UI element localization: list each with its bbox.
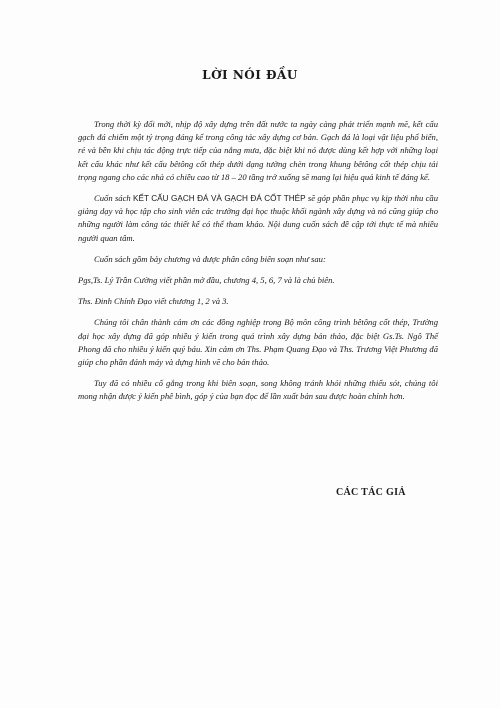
book-title: KẾT CẤU GẠCH ĐÁ VÀ GẠCH ĐÁ CỐT THÉP [133,194,306,204]
paragraph-closing: Tuy đã có nhiều cố gắng trong khi biên soạn, song không tránh khỏi những thiếu sót, chúng tôi mong nhận được ý kiến phê bình, góp ý của bạn đọc để lần xuất bản sau được hoàn chỉnh hơn. [78,378,438,402]
paragraph-thanks: Chúng tôi chân thành cảm ơn các đồng nghiệp trong Bộ môn công trình bêtông cốt thép, Trường đại học xây dựng đã góp nhiều ý kiến trong quá trình xây dựng bản thảo, đặc biệt Gs.Ts. Ngô Thế Phong đã cho nhiều ý kiến quý báu. Xin cảm ơn Ths. Phạm Quang Đạo và Ths. Trương Việt Phương đã giúp cho phần đánh máy và dựng hình vẽ cho bản thảo. [78,317,438,368]
paragraph-book [78,192,438,245]
paragraph-author-2: Ths. Đinh Chính Đạo viết chương 1, 2 và 3. [78,296,229,307]
paragraph-book-rest: sẽ góp phần phục vụ kịp thời nhu cầu giảng dạy và học tập cho sinh viên các trường đại học thuộc khối ngành xây dựng và nó cũng giúp cho những người làm công tác thiết kế có thể tham khảo. Nội dung cuốn sách đề cập tới thực tế mà nhiều người quan tâm. [78,193,438,243]
paragraph-chapters: Cuốn sách gồm bảy chương và được phân công biên soạn như sau: [94,253,326,264]
paragraph-author-1: Pgs,Ts. Lý Trần Cường viết phần mở đầu, chương 4, 5, 6, 7 và là chủ biên. [78,275,335,286]
signature: CÁC TÁC GIẢ [336,487,406,498]
paragraph-intro: Trong thời kỳ đổi mới, nhịp độ xây dựng trên đất nước ta ngày càng phát triển mạnh mẽ, kết cấu gạch đá chiếm một tỷ trọng đáng kể trong công tác xây dựng cơ bản. Gạch đá là loại vật liệu phổ biến, rẻ và bền khi chịu tác động trực tiếp của nắng mưa, đặc biệt khi nó được dùng kết hợp với những loại kết cấu khác như kết cấu bêtông cốt thép dưới dạng tường chèn trong khung bêtông cốt thép chịu tải trọng ngang cho các nhà có chiều cao từ 18 – 20 tầng trở xuống sẽ mang lại hiệu quả kinh tế đáng kể. [78,119,438,182]
preface-body [78,118,438,412]
page-title: LỜI NÓI ĐẦU [202,68,298,82]
paragraph-book-lead: Cuốn sách [94,193,134,204]
